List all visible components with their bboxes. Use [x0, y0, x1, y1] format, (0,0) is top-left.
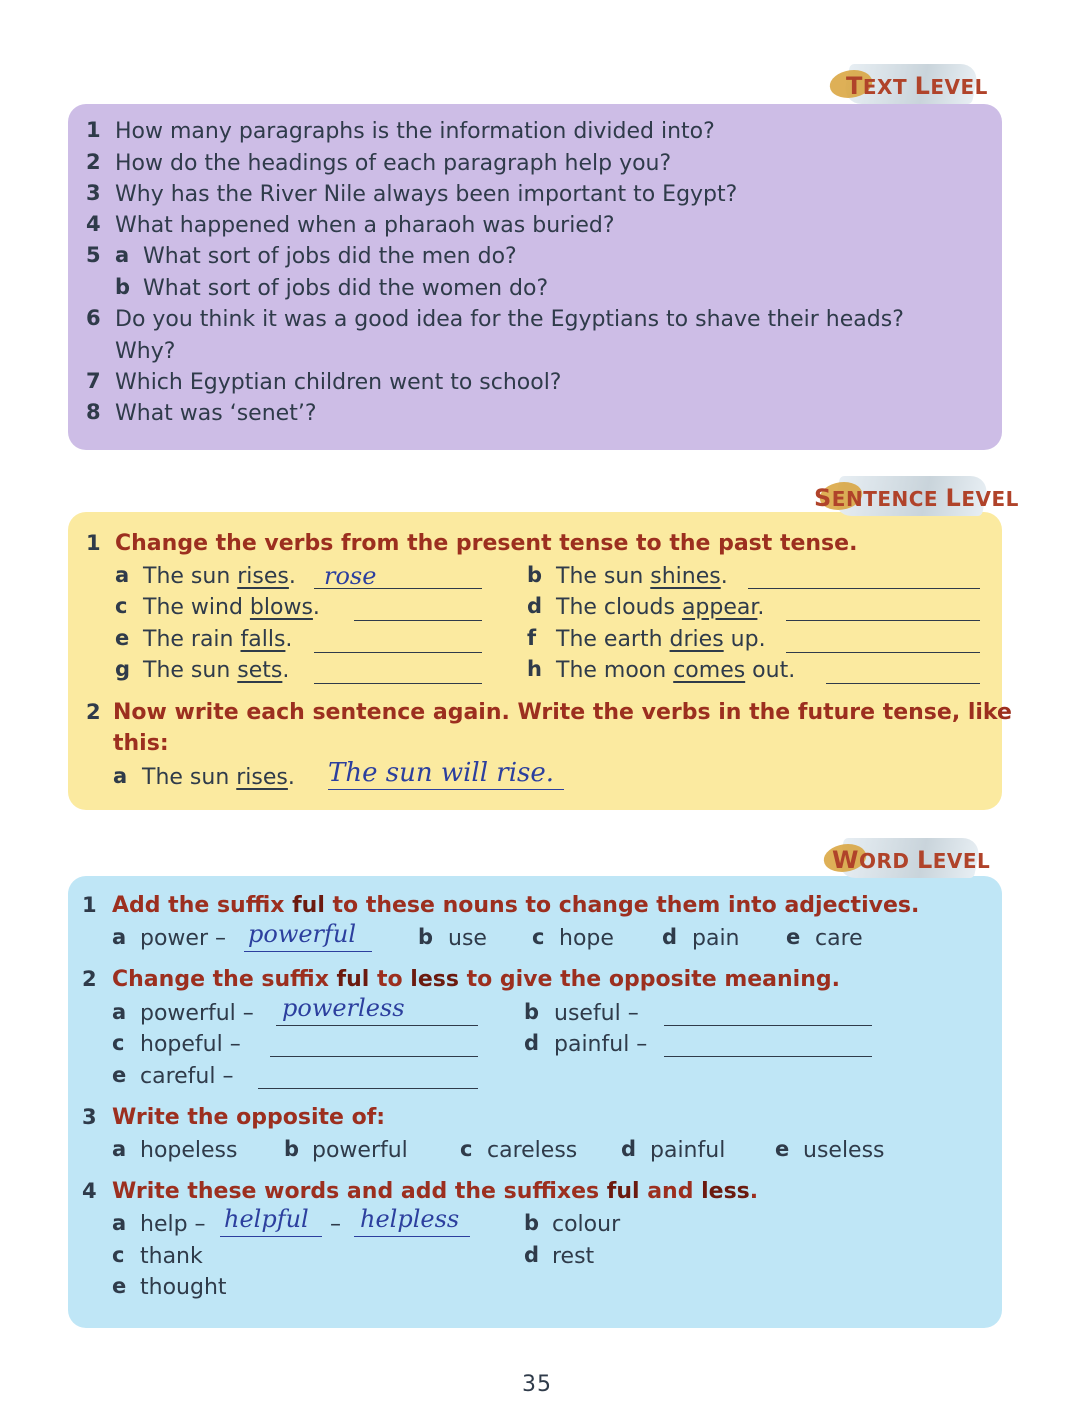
word: use	[448, 926, 487, 951]
word: powerful –	[140, 1001, 254, 1026]
handwritten-underline	[328, 789, 564, 790]
item-letter: e	[112, 1063, 127, 1087]
question-text: Which Egyptian children went to school?	[115, 370, 562, 395]
question-text: What sort of jobs did the men do?	[143, 244, 517, 269]
question-number: 3	[86, 181, 101, 205]
question-text: How many paragraphs is the information divided into?	[115, 119, 715, 144]
answer-line[interactable]	[270, 1056, 478, 1057]
item-letter: h	[527, 657, 542, 681]
item-letter: b	[527, 563, 543, 587]
answer-line[interactable]	[314, 652, 482, 653]
text-level-heading: TEXT LEVEL	[846, 72, 988, 100]
word: useful –	[554, 1001, 639, 1026]
question-number: 1	[86, 531, 101, 555]
page-number: 35	[522, 1372, 552, 1397]
word: pain	[692, 926, 740, 951]
sentence: The rain falls.	[143, 627, 293, 652]
item-letter: a	[112, 1137, 127, 1161]
sentence: The moon comes out.	[556, 658, 796, 683]
item-letter: d	[527, 594, 543, 618]
item-letter: d	[662, 925, 678, 949]
item-letter: e	[115, 626, 130, 650]
answer-line[interactable]	[826, 683, 980, 684]
answer-line[interactable]	[354, 620, 482, 621]
item-letter: b	[418, 925, 434, 949]
sub-letter: b	[115, 275, 131, 299]
word: hopeful –	[140, 1032, 241, 1057]
item-letter: c	[112, 1243, 125, 1267]
handwritten-answer: rose	[324, 562, 377, 590]
instruction: Change the suffix ful to less to give the opposite meaning.	[112, 967, 840, 992]
sentence-level-heading: SENTENCE LEVEL	[814, 484, 1019, 512]
answer-line[interactable]	[786, 652, 980, 653]
question-text: How do the headings of each paragraph help you?	[115, 151, 672, 176]
sentence: The sun rises.	[143, 564, 296, 589]
item-letter: d	[621, 1137, 637, 1161]
item-letter: g	[115, 657, 131, 681]
handwritten-underline	[244, 951, 372, 952]
question-number: 2	[82, 967, 97, 991]
word: power –	[140, 926, 226, 951]
word: thought	[140, 1275, 227, 1300]
item-letter: b	[524, 1000, 540, 1024]
instruction: Write the opposite of:	[112, 1105, 386, 1130]
question-text: Why has the River Nile always been important to Egypt?	[115, 182, 738, 207]
question-number: 2	[86, 150, 101, 174]
handwritten-answer: powerless	[282, 994, 405, 1022]
question-number: 6	[86, 306, 101, 330]
item-letter: f	[527, 626, 537, 650]
sentence: The sun rises.	[142, 765, 295, 790]
word: useless	[803, 1138, 885, 1163]
dash: –	[330, 1212, 341, 1237]
item-letter: c	[532, 925, 545, 949]
instruction: Now write each sentence again. Write the verbs in the future tense, like	[113, 700, 1012, 725]
answer-line[interactable]	[314, 588, 482, 589]
handwritten-answer: powerful	[248, 920, 357, 948]
question-number: 1	[86, 118, 101, 142]
answer-line[interactable]	[314, 683, 482, 684]
item-letter: a	[112, 1211, 127, 1235]
sentence: The sun sets.	[143, 658, 290, 683]
instruction: Write these words and add the suffixes ful and less.	[112, 1179, 759, 1204]
sentence: The wind blows.	[143, 595, 320, 620]
handwritten-answer: The sun will rise.	[328, 758, 555, 788]
item-letter: e	[112, 1274, 127, 1298]
word: painful	[650, 1138, 726, 1163]
word: rest	[552, 1244, 595, 1269]
item-letter: d	[524, 1243, 540, 1267]
answer-line[interactable]	[664, 1056, 872, 1057]
sub-letter: a	[115, 243, 130, 267]
word: thank	[140, 1244, 203, 1269]
handwritten-answer: helpful	[224, 1205, 309, 1233]
item-letter: c	[460, 1137, 473, 1161]
word: careless	[487, 1138, 578, 1163]
answer-line[interactable]	[276, 1025, 478, 1026]
item-letter: a	[115, 563, 130, 587]
word-level-heading: WORD LEVEL	[832, 846, 991, 874]
item-letter: b	[284, 1137, 300, 1161]
word: colour	[552, 1212, 621, 1237]
question-number: 7	[86, 369, 101, 393]
question-text: What was ‘senet’?	[115, 401, 317, 426]
handwritten-underline	[220, 1236, 322, 1237]
word: hopeless	[140, 1138, 238, 1163]
answer-line[interactable]	[786, 620, 980, 621]
item-letter: d	[524, 1031, 540, 1055]
question-text: What sort of jobs did the women do?	[143, 276, 549, 301]
question-text: What happened when a pharaoh was buried?	[115, 213, 615, 238]
item-letter: a	[113, 764, 128, 788]
word: help –	[140, 1212, 206, 1237]
item-letter: c	[115, 594, 128, 618]
question-number: 2	[86, 700, 101, 724]
item-letter: e	[786, 925, 801, 949]
item-letter: c	[112, 1031, 125, 1055]
word: care	[815, 926, 863, 951]
sentence: The earth dries up.	[556, 627, 766, 652]
item-letter: b	[524, 1211, 540, 1235]
question-number: 4	[86, 212, 101, 236]
sentence: The sun shines.	[556, 564, 728, 589]
word: painful –	[554, 1032, 648, 1057]
answer-line[interactable]	[258, 1088, 478, 1089]
word: careful –	[140, 1064, 234, 1089]
item-letter: a	[112, 925, 127, 949]
question-number: 8	[86, 400, 101, 424]
item-letter: a	[112, 1000, 127, 1024]
handwritten-answer: helpless	[360, 1205, 460, 1233]
question-number: 4	[82, 1179, 97, 1203]
word: hope	[559, 926, 614, 951]
question-number: 1	[82, 893, 97, 917]
answer-line[interactable]	[664, 1025, 872, 1026]
question-text: Do you think it was a good idea for the Egyptians to shave their heads?	[115, 307, 904, 332]
answer-line[interactable]	[748, 588, 980, 589]
instruction-continued: this:	[113, 731, 169, 756]
instruction: Add the suffix ful to these nouns to change them into adjectives.	[112, 893, 920, 918]
sentence: The clouds appear.	[556, 595, 765, 620]
question-number: 3	[82, 1105, 97, 1129]
item-letter: e	[775, 1137, 790, 1161]
question-text-continued: Why?	[115, 339, 176, 364]
handwritten-underline	[354, 1236, 470, 1237]
instruction: Change the verbs from the present tense to the past tense.	[115, 531, 858, 556]
word: powerful	[312, 1138, 408, 1163]
question-number: 5	[86, 243, 101, 267]
